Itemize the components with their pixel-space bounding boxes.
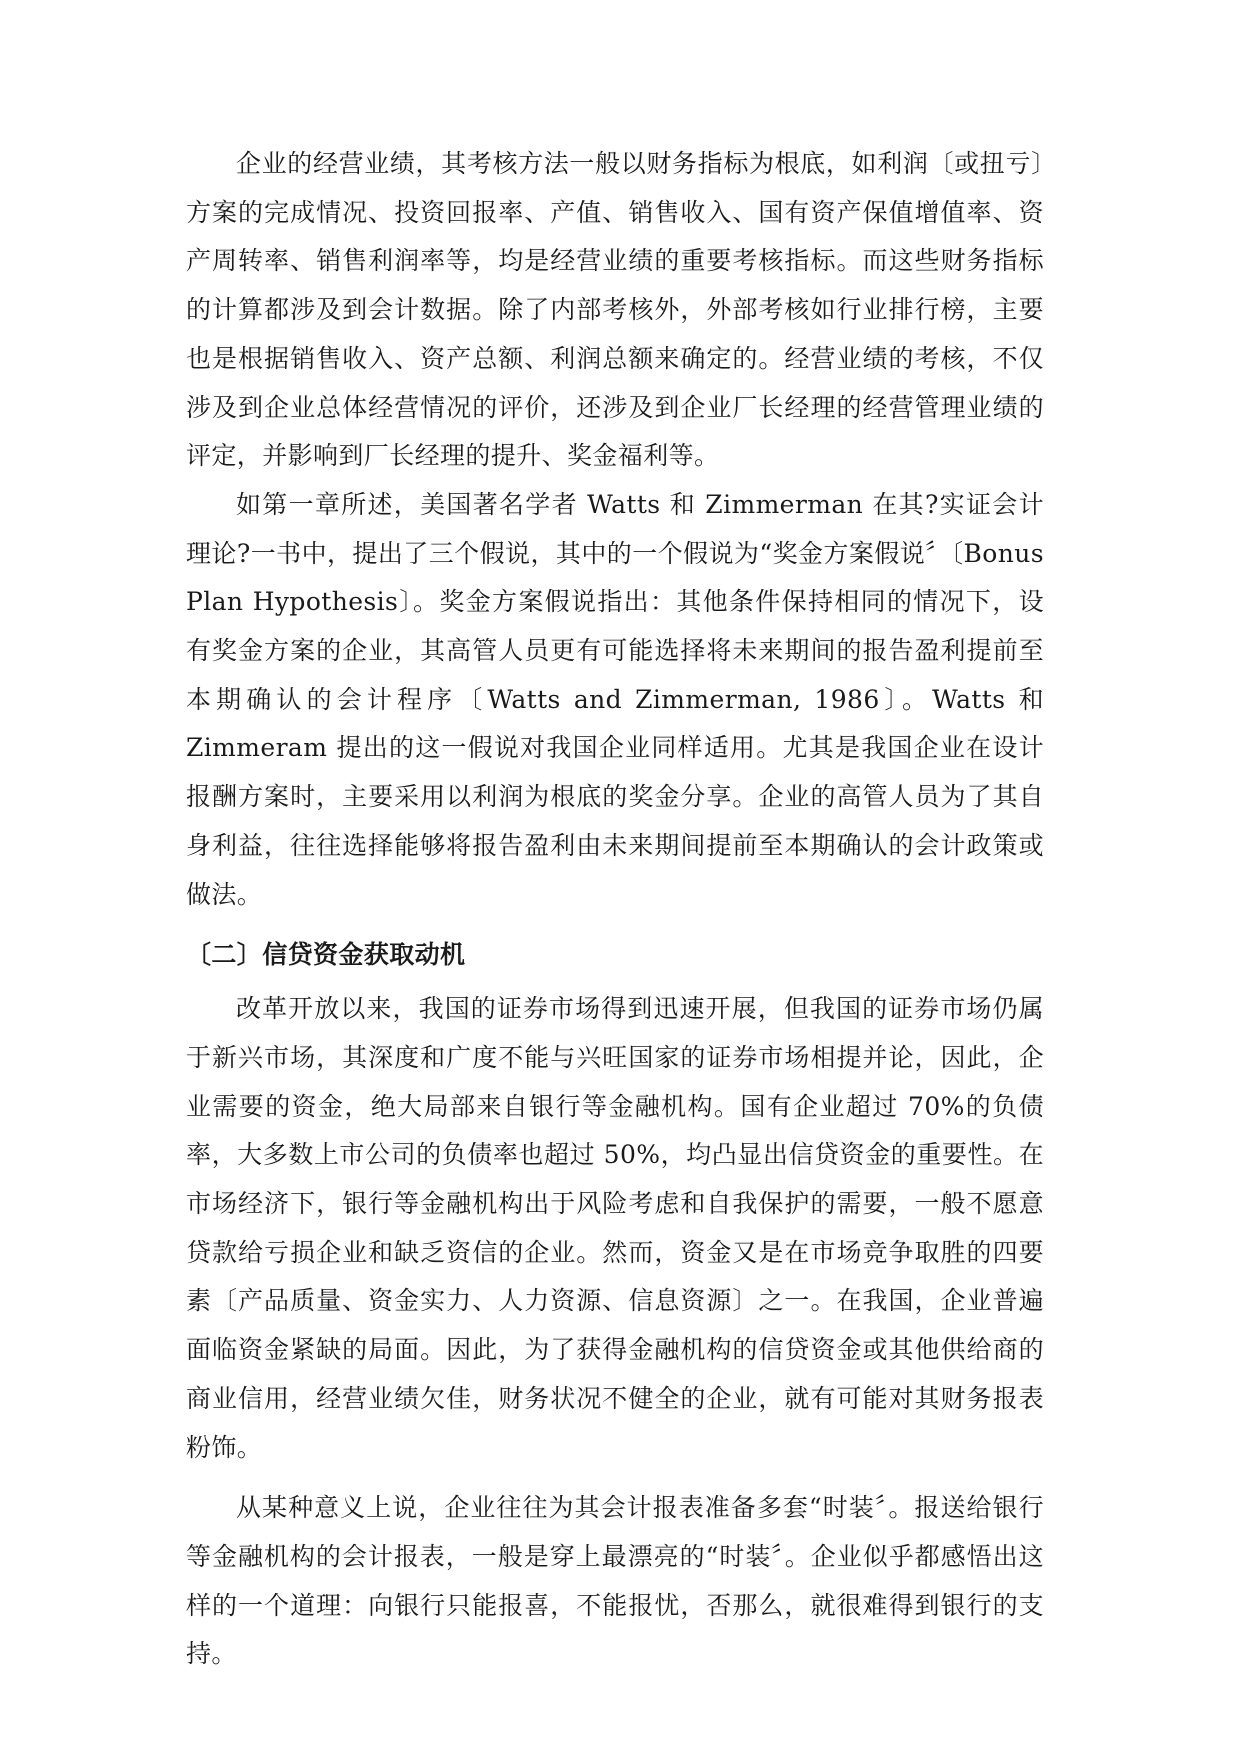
paragraph-bonus-plan-hypothesis: 如第一章所述，美国著名学者 Watts 和 Zimmerman 在其?实证会计理论?一书中，提出了三个假说，其中的一个假说为“奖金方案假说〞〔Bonus Plan Hypothesis〕。奖金方案假说指出：其他条件保持相同的情况下，设有奖金方案的企业，其高管人员更有可能选择将未来期间的报告盈利提前至本期确认的会计程序〔Watts and Zimmerman, 1986〕。Watts 和 Zimmeram 提出的这一假说对我国企业同样适用。尤其是我国企业在设计报酬方案时，主要采用以利润为根底的奖金分享。企业的高管人员为了其自身利益，往往选择能够将报告盈利由未来期间提前至本期确认的会计政策或做法。 bbox=[186, 489, 1044, 909]
section-heading: 〔二〕信贷资金获取动机 bbox=[186, 940, 466, 970]
document-body bbox=[186, 140, 1044, 1679]
paragraph-credit-funding: 改革开放以来，我国的证券市场得到迅速开展，但我国的证券市场仍属于新兴市场，其深度和广度不能与兴旺国家的证券市场相提并论，因此，企业需要的资金，绝大局部来自银行等金融机构。国有企业超过 70%的负债率，大多数上市公司的负债率也超过 50%，均凸显出信贷资金的重要性。在市场经济下，银行等金融机构出于风险考虑和自我保护的需要，一般不愿意贷款给亏损企业和缺乏资信的企业。然而，资金又是在市场竞争取胜的四要素〔产品质量、资金实力、人力资源、信息资源〕之一。在我国，企业普遍面临资金紧缺的局面。因此，为了获得金融机构的信贷资金或其他供给商的商业信用，经营业绩欠佳，财务状况不健全的企业，就有可能对其财务报表粉饰。 bbox=[186, 994, 1044, 1462]
paragraph-financial-statement-fashion: 从某种意义上说，企业往往为其会计报表准备多套“时装〞。报送给银行等金融机构的会计报表，一般是穿上最漂亮的“时装〞。企业似乎都感悟出这样的一个道理：向银行只能报喜，不能报忧，否那么，就很难得到银行的支持。 bbox=[186, 1493, 1044, 1669]
paragraph-performance-evaluation: 企业的经营业绩，其考核方法一般以财务指标为根底，如利润〔或扭亏〕方案的完成情况、投资回报率、产值、销售收入、国有资产保值增值率、资产周转率、销售利润率等，均是经营业绩的重要考核指标。而这些财务指标的计算都涉及到会计数据。除了内部考核外，外部考核如行业排行榜，主要也是根据销售收入、资产总额、利润总额来确定的。经营业绩的考核，不仅涉及到企业总体经营情况的评价，还涉及到企业厂长经理的经营管理业绩的评定，并影响到厂长经理的提升、奖金福利等。 bbox=[186, 149, 1044, 471]
